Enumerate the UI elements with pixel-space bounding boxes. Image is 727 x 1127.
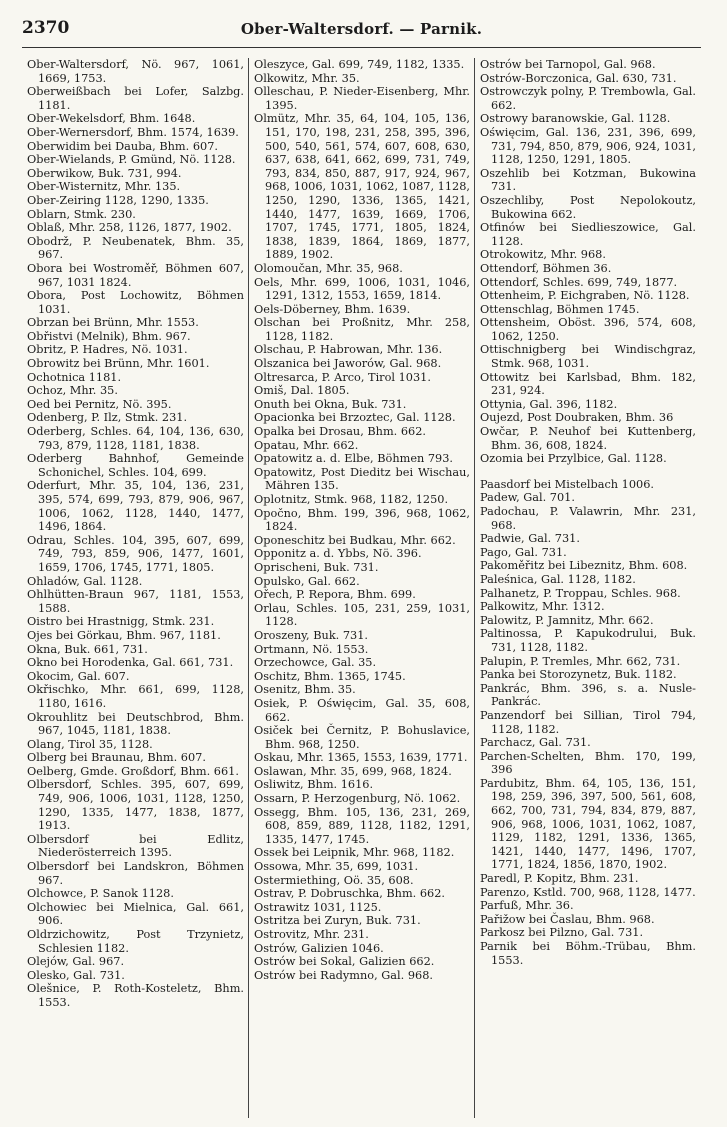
index-entry: Ossarn, P. Herzogenburg, Nö. 1062. — [254, 792, 461, 806]
index-entry: Orzechowce, Gal. 35. — [254, 656, 377, 670]
index-entry: Olejów, Gal. 967. — [27, 955, 125, 969]
index-entry: Odrau, Schles. 104, 395, 607, 699, 749, 793, 859, 906, 1477, 1601, 1659, 1706, 1745, 1771, 1805. — [27, 533, 244, 574]
index-entry: Orlau, Schles. 105, 231, 259, 1031, 1128. — [254, 601, 470, 629]
index-entry: Olszanica bei Jaworów, Gal. 968. — [254, 357, 442, 371]
index-entry: Parchen-Schelten, Bhm. 170, 199, 396 — [480, 749, 696, 777]
index-entry: Olešnice, P. Roth-Kosteletz, Bhm. 1553. — [27, 982, 244, 1009]
index-entry: Ochotnica 1181. — [27, 370, 122, 384]
index-entry: Ober-Wekelsdorf, Bhm. 1648. — [27, 112, 196, 126]
index-entry: Ossek bei Leipnik, Mhr. 968, 1182. — [254, 846, 455, 860]
index-entry: Olberg bei Braunau, Bhm. 607. — [27, 751, 206, 765]
index-entry: Okocim, Gal. 607. — [27, 669, 130, 683]
index-entry: Pankrác, Bhm. 396, s. a. Nusle-Pankrác. — [480, 681, 696, 709]
index-entry: Oberwikow, Buk. 731, 994. — [27, 166, 182, 180]
index-entry: Obritz, P. Hadres, Nö. 1031. — [27, 343, 188, 357]
index-entry: Pakoměřitz bei Libeznitz, Bhm. 608. — [480, 559, 688, 573]
index-entry: Ochoz, Mhr. 35. — [27, 384, 118, 398]
index-entry: Ottenheim, P. Eichgraben, Nö. 1128. — [480, 289, 690, 303]
index-entry: Obrowitz bei Brünn, Mhr. 1601. — [27, 357, 210, 371]
index-entry: Parkosz bei Pilzno, Gal. 731. — [480, 926, 644, 940]
index-entry: Okno bei Horodenka, Gal. 661, 731. — [27, 656, 234, 670]
index-entry: Ořech, P. Repora, Bhm. 699. — [254, 588, 416, 602]
index-column-3 — [474, 58, 700, 1118]
index-entry: Pařižow bei Časlau, Bhm. 968. — [480, 912, 655, 926]
index-entry: Ostrów bei Radymno, Gal. 968. — [254, 968, 433, 982]
index-entry: Oświęcim, Gal. 136, 231, 396, 699, 731, 794, 850, 879, 906, 924, 1031, 1128, 1250, 1291, 1805. — [480, 125, 696, 167]
index-entry: Ostrów bei Sokal, Galizien 662. — [254, 955, 435, 969]
index-entry: Opponitz a. d. Ybbs, Nö. 396. — [254, 547, 422, 561]
index-entry: Ottensheim, Oböst. 396, 574, 608, 1062, 1250. — [480, 316, 696, 343]
index-entry: Okrouhlitz bei Deutschbrod, Bhm. 967, 1045, 1181, 1838. — [27, 710, 244, 738]
index-entry: Opočno, Bhm. 199, 396, 968, 1062, 1824. — [254, 506, 470, 534]
index-entry: Ojes bei Görkau, Bhm. 967, 1181. — [27, 628, 221, 642]
index-entry: Osiek, P. Oświęcim, Gal. 35, 608, 662. — [254, 696, 470, 724]
index-entry: Ostermiething, Oö. 35, 608. — [254, 873, 414, 887]
index-entry: Ober-Wielands, P. Gmünd, Nö. 1128. — [27, 153, 236, 167]
index-entry: Oleszyce, Gal. 699, 749, 1182, 1335. — [254, 58, 465, 71]
index-entry: Ostrowy baranowskie, Gal. 1128. — [480, 112, 671, 126]
index-entry: Paltinossa, P. Kapukodrului, Buk. 731, 1128, 1182. — [480, 627, 696, 654]
index-entry: Olschan bei Proßnitz, Mhr. 258, 1128, 1182. — [254, 316, 470, 343]
index-entry: Ossowa, Mhr. 35, 699, 1031. — [254, 860, 419, 874]
index-entry: Osenitz, Bhm. 35. — [254, 683, 356, 697]
index-entry: Parnik bei Böhm.-Trübau, Bhm. 1553. — [480, 940, 696, 967]
index-entry: Oschitz, Bhm. 1365, 1745. — [254, 669, 406, 683]
index-entry: Paasdorf bei Mistelbach 1006. — [480, 477, 655, 491]
index-entry: Oujezd, Post Doubraken, Bhm. 36 — [480, 411, 674, 425]
index-entry: Olchowiec bei Mielnica, Gal. 661, 906. — [27, 900, 244, 928]
index-entry: Opulsko, Gal. 662. — [254, 574, 360, 588]
index-entry: Oskau, Mhr. 1365, 1553, 1639, 1771. — [254, 751, 468, 765]
index-entry: Parenzo, Kstld. 700, 968, 1128, 1477. — [480, 885, 696, 899]
index-entry: Odenberg, P. Ilz, Stmk. 231. — [27, 411, 188, 425]
index-entry: Osliwitz, Bhm. 1616. — [254, 778, 374, 792]
index-entry: Obora, Post Lochowitz, Böhmen 1031. — [27, 289, 244, 316]
index-entry: Ober-Zeiring 1128, 1290, 1335. — [27, 193, 209, 207]
index-entry: Okna, Buk. 661, 731. — [27, 642, 148, 656]
index-entry: Olleschau, P. Nieder-Eisenberg, Mhr. 1395. — [254, 85, 470, 112]
index-entry: Oldrzichowitz, Post Trzynietz, Schlesien 1182. — [27, 928, 244, 955]
index-entry: Pago, Gal. 731. — [480, 545, 567, 559]
index-entry: Osiček bei Černitz, P. Bohuslavice, Bhm. 968, 1250. — [254, 724, 470, 751]
index-entry: Ostrów-Borczonica, Gal. 630, 731. — [480, 71, 677, 85]
index-entry: Ottendorf, Schles. 699, 749, 1877. — [480, 275, 678, 289]
index-entry: Olomoučan, Mhr. 35, 968. — [254, 261, 403, 275]
page-number: 2370 — [22, 18, 70, 38]
index-entry: Obora bei Wostroměř, Böhmen 607, 967, 1031 1824. — [27, 261, 244, 289]
index-entry: Olbersdorf bei Landskron, Böhmen 967. — [27, 860, 244, 887]
index-entry: Oderfurt, Mhr. 35, 104, 136, 231, 395, 574, 699, 793, 879, 906, 967, 1006, 1062, 1128, 1440, 1477, 1496, 1864. — [27, 479, 244, 534]
index-entry: Olesko, Gal. 731. — [27, 968, 125, 982]
index-entry: Palupin, P. Tremles, Mhr. 662, 731. — [480, 654, 681, 668]
index-entry: Obodrž, P. Neubenatek, Bhm. 35, 967. — [27, 234, 244, 262]
index-entry: Ottynia, Gal. 396, 1182. — [480, 397, 618, 411]
index-entry: Palhanetz, P. Troppau, Schles. 968. — [480, 586, 681, 600]
index-entry: Opalka bei Drosau, Bhm. 662. — [254, 425, 427, 439]
index-entry: Opatau, Mhr. 662. — [254, 438, 359, 452]
index-entry: Palowitz, P. Jamnitz, Mhr. 662. — [480, 613, 654, 627]
index-entry: Ossegg, Bhm. 105, 136, 231, 269, 608, 859, 889, 1128, 1182, 1291, 1335, 1477, 1745. — [254, 805, 470, 846]
index-entry: Oels-Döberney, Bhm. 1639. — [254, 302, 411, 316]
index-column-2 — [248, 58, 474, 1118]
index-entry: Padochau, P. Valawrin, Mhr. 231, 968. — [480, 505, 696, 532]
page-header — [22, 14, 701, 44]
index-entry: Omiš, Dal. 1805. — [254, 384, 350, 398]
index-columns — [22, 58, 701, 1118]
index-entry: Onuth bei Okna, Buk. 731. — [254, 397, 407, 411]
index-entry: Parfuß, Mhr. 36. — [480, 899, 574, 913]
index-entry: Oberwidim bei Dauba, Bhm. 607. — [27, 139, 218, 153]
index-entry: Ottischnigberg bei Windischgraz, Stmk. 968, 1031. — [480, 343, 696, 371]
index-entry: Okřischko, Mhr. 661, 699, 1128, 1180, 1616. — [27, 683, 244, 710]
index-entry: Obrzan bei Brünn, Mhr. 1553. — [27, 316, 199, 330]
index-entry: Pardubitz, Bhm. 64, 105, 136, 151, 198, 259, 396, 397, 500, 561, 608, 662, 700, 731, 794, 834, 879, 887, 906, 968, 1006, 1031, 1062, 1087, 1129, 1182, 1291, 1336, 1365, 1421, 1440, 1477, 1496, 1707, 1771, 1824, 1856, 1870, 1902. — [480, 776, 696, 872]
index-entry: Oszehlib bei Kotzman, Bukowina 731. — [480, 166, 696, 194]
index-entry: Oistro bei Hrastnigg, Stmk. 231. — [27, 615, 215, 629]
index-entry: Oszechliby, Post Nepolokoutz, Bukowina 662. — [480, 193, 696, 221]
index-entry: Opatowitz, Post Dieditz bei Wischau, Mähren 135. — [254, 465, 470, 493]
index-column-1 — [22, 58, 248, 1118]
index-entry: Oels, Mhr. 699, 1006, 1031, 1046, 1291, 1312, 1553, 1659, 1814. — [254, 275, 470, 303]
index-entry: Ostrów bei Tarnopol, Gal. 968. — [480, 58, 656, 71]
index-entry: Ober-Wisternitz, Mhr. 135. — [27, 180, 181, 194]
index-entry: Owčar, P. Neuhof bei Kuttenberg, Bhm. 36, 608, 1824. — [480, 425, 696, 452]
index-entry: Olmütz, Mhr. 35, 64, 104, 105, 136, 151, 170, 198, 231, 258, 395, 396, 500, 540, 561, 574, 607, 608, 630, 637, 638, 641, 662, 699, 731, 749, 793, 834, 850, 887, 917, 924, 967, 968, 1006, 1031, 1062, 1087, 1128, 1250, 1290, 1336, 1365, 1421, 1440, 1477, 1639, 1669, 1706, 1707, 1745, 1771, 1805, 1824, 1838, 1839, 1864, 1869, 1877, 1889, 1902. — [254, 112, 470, 262]
index-entry: Oderberg Bahnhof, Gemeinde Schonichel, Schles. 104, 699. — [27, 452, 244, 479]
index-entry: Ozomia bei Przylbice, Gal. 1128. — [480, 452, 667, 466]
index-entry: Oelberg, Gmde. Großdorf, Bhm. 661. — [27, 764, 239, 778]
index-entry: Oslawan, Mhr. 35, 699, 968, 1824. — [254, 764, 452, 778]
index-entry: Oroszeny, Buk. 731. — [254, 628, 368, 642]
index-entry: Ober-Wernersdorf, Bhm. 1574, 1639. — [27, 125, 239, 139]
index-entry: Ottendorf, Böhmen 36. — [480, 261, 612, 275]
index-entry: Oprischeni, Buk. 731. — [254, 560, 379, 574]
index-entry: Ober-Waltersdorf, Nö. 967, 1061, 1669, 1753. — [27, 58, 244, 85]
index-entry: Panka bei Storozynetz, Buk. 1182. — [480, 668, 677, 682]
index-entry: Paleśnica, Gal. 1128, 1182. — [480, 572, 636, 586]
index-entry: Oblaß, Mhr. 258, 1126, 1877, 1902. — [27, 221, 232, 235]
index-entry: Padwie, Gal. 731. — [480, 532, 580, 546]
index-entry: Oblarn, Stmk. 230. — [27, 207, 136, 221]
index-entry: Paredl, P. Kopitz, Bhm. 231. — [480, 872, 639, 886]
index-entry: Oed bei Pernitz, Nö. 395. — [27, 397, 172, 411]
index-entry: Ostrów, Galizien 1046. — [254, 941, 384, 955]
index-entry: Opatowitz a. d. Elbe, Böhmen 793. — [254, 452, 454, 466]
index-entry: Ohlhütten-Braun 967, 1181, 1553, 1588. — [27, 588, 244, 615]
index-entry: Ostrowczyk polny, P. Trembowla, Gal. 662. — [480, 85, 696, 112]
index-entry: Oberweißbach bei Lofer, Salzbg. 1181. — [27, 85, 244, 112]
index-entry: Panzendorf bei Sillian, Tirol 794, 1128, 1182. — [480, 708, 696, 736]
index-entry: Ohladów, Gal. 1128. — [27, 574, 143, 588]
index-entry: Otfinów bei Siedlieszowice, Gal. 1128. — [480, 221, 696, 248]
index-entry: Ostrovitz, Mhr. 231. — [254, 928, 369, 941]
index-entry: Palkowitz, Mhr. 1312. — [480, 600, 605, 614]
index-entry: Oltresarca, P. Arco, Tirol 1031. — [254, 370, 431, 384]
index-entry: Ostrav, P. Dobruschka, Bhm. 662. — [254, 887, 446, 901]
index-entry: Oderberg, Schles. 64, 104, 136, 630, 793, 879, 1128, 1181, 1838. — [27, 425, 244, 452]
index-entry: Olkowitz, Mhr. 35. — [254, 71, 360, 85]
index-entry: Olchowce, P. Sanok 1128. — [27, 887, 174, 901]
index-entry: Otrokowitz, Mhr. 968. — [480, 248, 606, 262]
index-entry: Olbersdorf, Schles. 395, 607, 699, 749, 906, 1006, 1031, 1128, 1250, 1290, 1335, 1477, 1838, 1877, 1913. — [27, 778, 244, 833]
index-entry: Oplotnitz, Stmk. 968, 1182, 1250. — [254, 493, 449, 506]
index-entry: Olschau, P. Habrowan, Mhr. 136. — [254, 343, 443, 357]
index-entry: Olang, Tirol 35, 1128. — [27, 737, 153, 751]
running-title: Ober-Waltersdorf. — Parnik. — [240, 20, 483, 38]
index-entry: Ostrawitz 1031, 1125. — [254, 900, 382, 914]
index-entry: Parchacz, Gal. 731. — [480, 736, 591, 750]
index-entry: Ottowitz bei Karlsbad, Bhm. 182, 231, 924. — [480, 370, 696, 398]
index-entry: Oponeschitz bei Budkau, Mhr. 662. — [254, 533, 456, 547]
index-entry: Obřistvi (Melnik), Bhm. 967. — [27, 329, 191, 343]
header-rule — [22, 47, 701, 48]
index-entry: Padew, Gal. 701. — [480, 491, 575, 505]
index-entry: Olbersdorf bei Edlitz, Niederösterreich 1395. — [27, 832, 244, 860]
index-entry: Opacionka bei Brzoztec, Gal. 1128. — [254, 411, 456, 425]
index-entry: Ostritza bei Zuryn, Buk. 731. — [254, 914, 421, 928]
index-entry: Ottenschlag, Böhmen 1745. — [480, 302, 640, 316]
index-entry: Ortmann, Nö. 1553. — [254, 642, 369, 656]
